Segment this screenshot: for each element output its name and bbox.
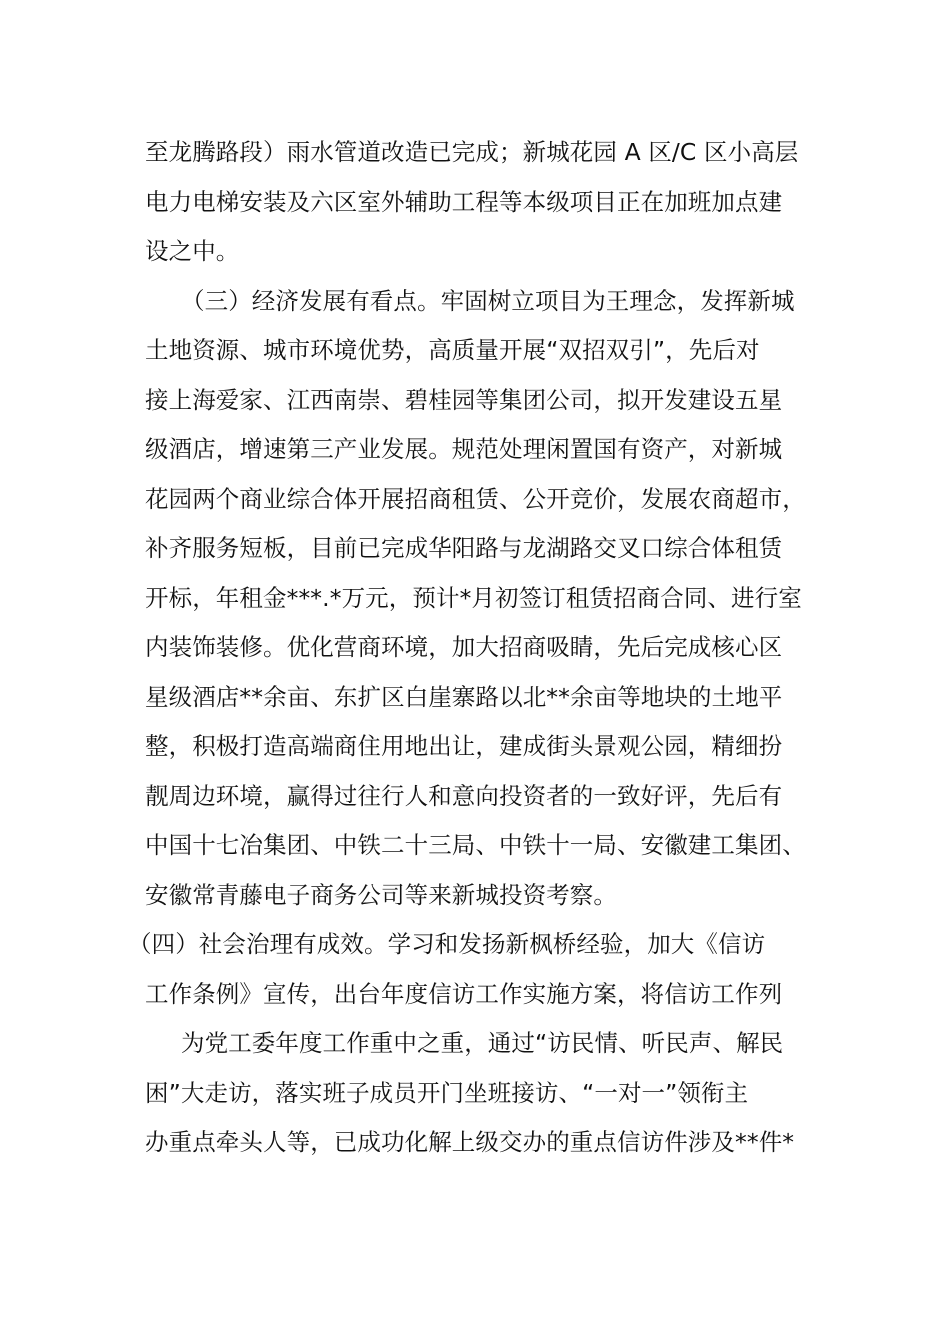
text-line: 开标，年租金***.*万元，预计*月初签订租赁招商合同、进行室 bbox=[145, 583, 802, 612]
text-line: 为党工委年度工作重中之重，通过“访民情、听民声、解民 bbox=[181, 1029, 784, 1057]
text-line: 安徽常青藤电子商务公司等来新城投资考察。 bbox=[145, 880, 617, 909]
text-line: 靓周边环境，赢得过往行人和意向投资者的一致好评，先后有 bbox=[145, 781, 783, 810]
text-line: 内装饰装修。优化营商环境，加大招商吸睛，先后完成核心区 bbox=[145, 633, 783, 661]
text-line: 至龙腾路段）雨水管道改造已完成；新城花园 A 区/C 区小高层 bbox=[145, 138, 799, 166]
text-line: 土地资源、城市环境优势，高质量开展“双招双引”，先后对 bbox=[145, 336, 760, 364]
text-line: 办重点牵头人等，已成功化解上级交办的重点信访件涉及**件* bbox=[145, 1128, 795, 1156]
text-line: 设之中。 bbox=[145, 237, 240, 265]
text-line: 补齐服务短板，目前已完成华阳路与龙湖路交叉口综合体租赁 bbox=[145, 534, 783, 562]
section-heading-line: （三）经济发展有看点。牢固树立项目为王理念，发挥新城 bbox=[181, 286, 795, 315]
body-text bbox=[128, 128, 810, 1168]
text-line: 整，积极打造高端商住用地出让，建成街头景观公园，精细扮 bbox=[145, 732, 783, 760]
text-line: 工作条例》宣传，出台年度信访工作实施方案，将信访工作列 bbox=[145, 979, 783, 1008]
text-line: 花园两个商业综合体开展招商租赁、公开竞价，发展农商超市， bbox=[145, 484, 806, 513]
text-line: 级酒店，增速第三产业发展。规范处理闲置国有资产，对新城 bbox=[145, 435, 783, 463]
text-line: 电力电梯安装及六区室外辅助工程等本级项目正在加班加点建 bbox=[145, 187, 783, 216]
text-line: 接上海爱家、江西南崇、碧桂园等集团公司，拟开发建设五星 bbox=[145, 385, 783, 414]
text-line: 困”大走访，落实班子成员开门坐班接访、“一对一”领衔主 bbox=[145, 1078, 749, 1107]
text-line: 中国十七冶集团、中铁二十三局、中铁十一局、安徽建工集团、 bbox=[145, 831, 806, 859]
text-line: 星级酒店**余亩、东扩区白崖寨路以北**余亩等地块的土地平 bbox=[145, 682, 783, 711]
section-heading-line: （四）社会治理有成效。学习和发扬新枫桥经验，加大《信访 bbox=[128, 930, 766, 958]
